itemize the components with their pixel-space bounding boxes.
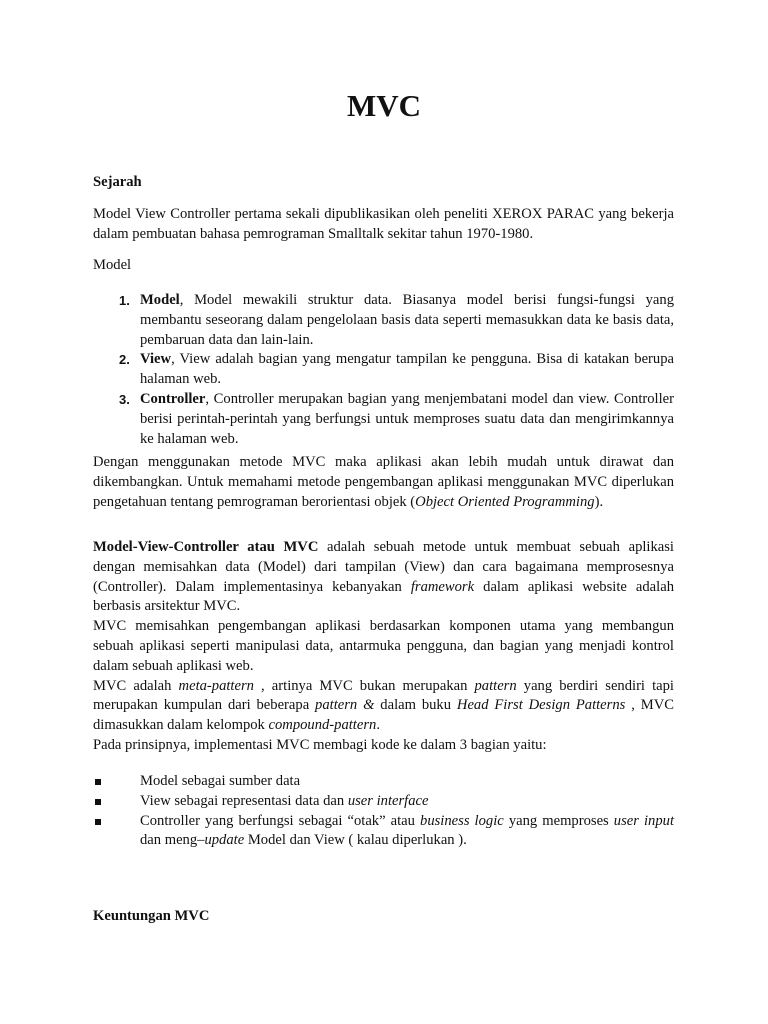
italic-run: update <box>204 832 245 849</box>
italic-run: user interface <box>347 792 429 809</box>
bold-run: Model-View-Controller atau MVC <box>93 539 319 555</box>
section-heading-sejarah: Sejarah <box>93 174 142 190</box>
italic-run: user input <box>613 812 674 829</box>
list-item <box>93 772 674 792</box>
list-item <box>93 390 674 449</box>
italic-run: meta-pattern <box>178 677 254 694</box>
list-text: , Controller merupakan bagian yang menjembatani model dan view. Controller berisi perintah-perintah yang berfungsi untuk memproses suatu data dan mengirimkannya ke halaman web. <box>140 390 674 447</box>
list-item <box>93 350 674 390</box>
list-number: 3. <box>119 391 130 407</box>
square-bullet-icon <box>95 819 101 825</box>
list-item <box>93 291 674 350</box>
text-run: ). <box>594 493 604 510</box>
text-run: dalam aplikasi website adalah berbasis arsitektur MVC. <box>93 578 674 615</box>
text-run: MVC adalah <box>93 677 179 694</box>
list-item <box>93 792 674 812</box>
paragraph-metode <box>93 453 674 512</box>
text-run: yang memproses <box>503 812 614 829</box>
text-run: , MVC dimasukkan dalam kelompok <box>93 697 674 734</box>
italic-run: business logic <box>420 812 504 829</box>
italic-run: Head First Design Patterns <box>456 697 626 714</box>
paragraph-komponen: MVC memisahkan pengembangan aplikasi berdasarkan komponen utama yang membangun sebuah aplikasi seperti manipulasi data, antarmuka pengguna, dan bagian yang menjadi kontrol dalam sebuah aplikasi web. <box>93 618 674 674</box>
document-title: MVC <box>346 88 422 123</box>
list-term: View <box>140 351 172 368</box>
section-heading-keuntungan: Keuntungan MVC <box>93 908 210 924</box>
paragraph-meta-pattern <box>93 677 674 736</box>
text-run: yang berdiri sendiri tapi merupakan kumpulan dari beberapa <box>93 677 674 714</box>
bullet-text: View sebagai representasi data dan <box>140 792 348 809</box>
paragraph-sejarah: Model View Controller pertama sekali dipublikasikan oleh peneliti XEROX PARAC yang bekerja dalam pembuatan bahasa pemrograman Smalltalk sekitar tahun 1970-1980. <box>93 206 674 242</box>
square-bullet-icon <box>95 799 101 805</box>
list-term: Controller <box>140 390 206 407</box>
text-run: Dengan menggunakan metode MVC maka aplikasi akan lebih mudah untuk dirawat dan dikembangkan. Untuk memahami metode pengembangan aplikasi menggunakan MVC diperlukan pengetahuan tentang pemrograman berorientasi objek ( <box>93 454 674 510</box>
list-text: , View adalah bagian yang mengatur tampilan ke pengguna. Bisa di katakan berupa halaman web. <box>140 351 674 388</box>
text-run: , artinya MVC bukan merupakan <box>253 677 475 694</box>
italic-run: pattern & <box>315 697 375 714</box>
bullet-list <box>93 772 674 851</box>
list-number: 2. <box>119 352 130 368</box>
italic-run: pattern <box>474 677 517 694</box>
list-term: Model <box>140 292 180 308</box>
text-run: dan meng– <box>140 832 205 849</box>
label-model: Model <box>93 257 132 273</box>
paragraph-prinsip: Pada prinsipnya, implementasi MVC membagi kode ke dalam 3 bagian yaitu: <box>93 736 547 753</box>
list-text: , Model mewakili struktur data. Biasanya model berisi fungsi-fungsi yang membantu seseorang dalam pengelolaan basis data seperti memasukkan data ke basis data, pembaruan data dan lain-lain. <box>140 292 674 348</box>
bullet-text: Model sebagai sumber data <box>140 773 301 789</box>
list-number: 1. <box>119 293 130 308</box>
square-bullet-icon <box>95 779 101 785</box>
component-list <box>93 291 674 449</box>
italic-run: compound-pattern <box>268 717 377 734</box>
paragraph-mvc-definition <box>93 538 674 617</box>
list-item <box>93 812 674 852</box>
text-run: adalah sebuah metode untuk membuat sebuah aplikasi dengan memisahkan data (Model) dari tampilan (View) dan cara bagaimana memprosesnya (Controller). Dalam implementasinya kebanyakan <box>93 539 674 595</box>
italic-run: Object Oriented Programming <box>415 493 595 510</box>
text-run: . <box>376 717 380 734</box>
italic-run: framework <box>410 578 475 595</box>
bullet-text: Controller yang berfungsi sebagai “otak” atau <box>140 812 421 829</box>
text-run: dalam buku <box>374 697 457 714</box>
text-run: Model dan View ( kalau diperlukan ). <box>244 832 467 849</box>
